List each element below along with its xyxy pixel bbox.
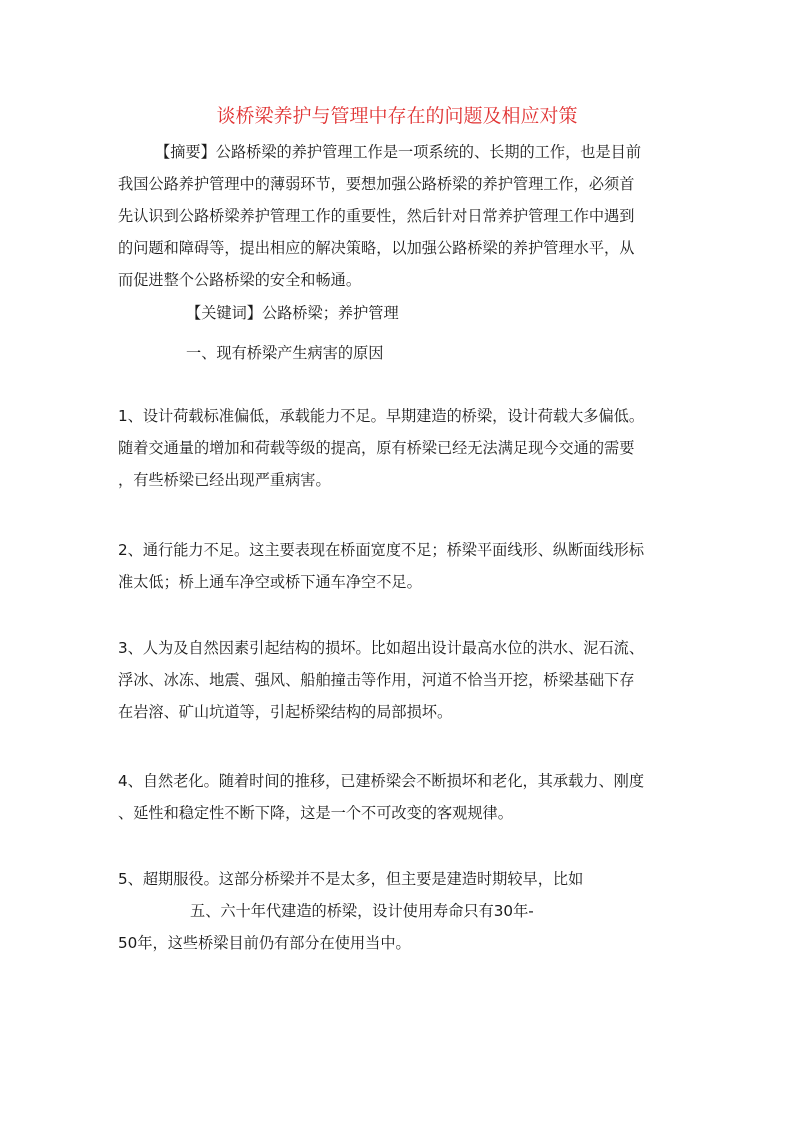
- paragraph-line: 、延性和稳定性不断下降，这是一个不可改变的客观规律。: [118, 804, 513, 822]
- paragraph-line: ，有些桥梁已经出现严重病害。: [118, 471, 331, 489]
- paragraph-3: [118, 632, 678, 728]
- paragraph-1: [118, 400, 678, 496]
- section-heading: 一、现有桥梁产生病害的原因: [186, 344, 384, 362]
- paragraph-line: 浮冰、冰冻、地震、强风、船舶撞击等作用，河道不恰当开挖，桥梁基础下存: [118, 671, 635, 689]
- paragraph-line: 准太低；桥上通车净空或桥下通车净空不足。: [118, 573, 422, 591]
- abstract-line: 而促进整个公路桥梁的安全和畅通。: [118, 271, 361, 289]
- paragraph-line: 5、超期服役。这部分桥梁并不是太多，但主要是建造时期较早，比如: [118, 870, 584, 888]
- abstract-paragraph: [118, 136, 678, 296]
- paragraph-2: [118, 534, 678, 598]
- paragraph-line: 3、人为及自然因素引起结构的损坏。比如超出设计最高水位的洪水、泥石流、: [118, 639, 645, 657]
- paragraph-line: 2、通行能力不足。这主要表现在桥面宽度不足；桥梁平面线形、纵断面线形标: [118, 541, 645, 559]
- paragraph-line: 五、六十年代建造的桥梁，设计使用寿命只有30年-: [190, 902, 534, 920]
- paragraph-line: 1、设计荷载标准偏低，承载能力不足。早期建造的桥梁，设计荷载大多偏低。: [118, 407, 645, 425]
- abstract-line: 的问题和障碍等，提出相应的解决策略，以加强公路桥梁的养护管理水平，从: [118, 239, 635, 257]
- abstract-line: 我国公路养护管理中的薄弱环节，要想加强公路桥梁的养护管理工作，必须首: [118, 175, 635, 193]
- document-title: 谈桥梁养护与管理中存在的问题及相应对策: [216, 105, 578, 127]
- paragraph-5: [118, 863, 678, 959]
- abstract-line: 先认识到公路桥梁养护管理工作的重要性，然后针对日常养护管理工作中遇到: [118, 207, 635, 225]
- keywords-line: 【关键词】公路桥梁；养护管理: [186, 304, 399, 322]
- paragraph-4: [118, 765, 678, 829]
- paragraph-line: 50年，这些桥梁目前仍有部分在使用当中。: [118, 934, 411, 952]
- abstract-line: 【摘要】公路桥梁的养护管理工作是一项系统的、长期的工作，也是目前: [155, 143, 641, 161]
- paragraph-line: 随着交通量的增加和荷载等级的提高，原有桥梁已经无法满足现今交通的需要: [118, 439, 635, 457]
- paragraph-line: 4、自然老化。随着时间的推移，已建桥梁会不断损坏和老化，其承载力、刚度: [118, 772, 645, 790]
- paragraph-line: 在岩溶、矿山坑道等，引起桥梁结构的局部损坏。: [118, 703, 453, 721]
